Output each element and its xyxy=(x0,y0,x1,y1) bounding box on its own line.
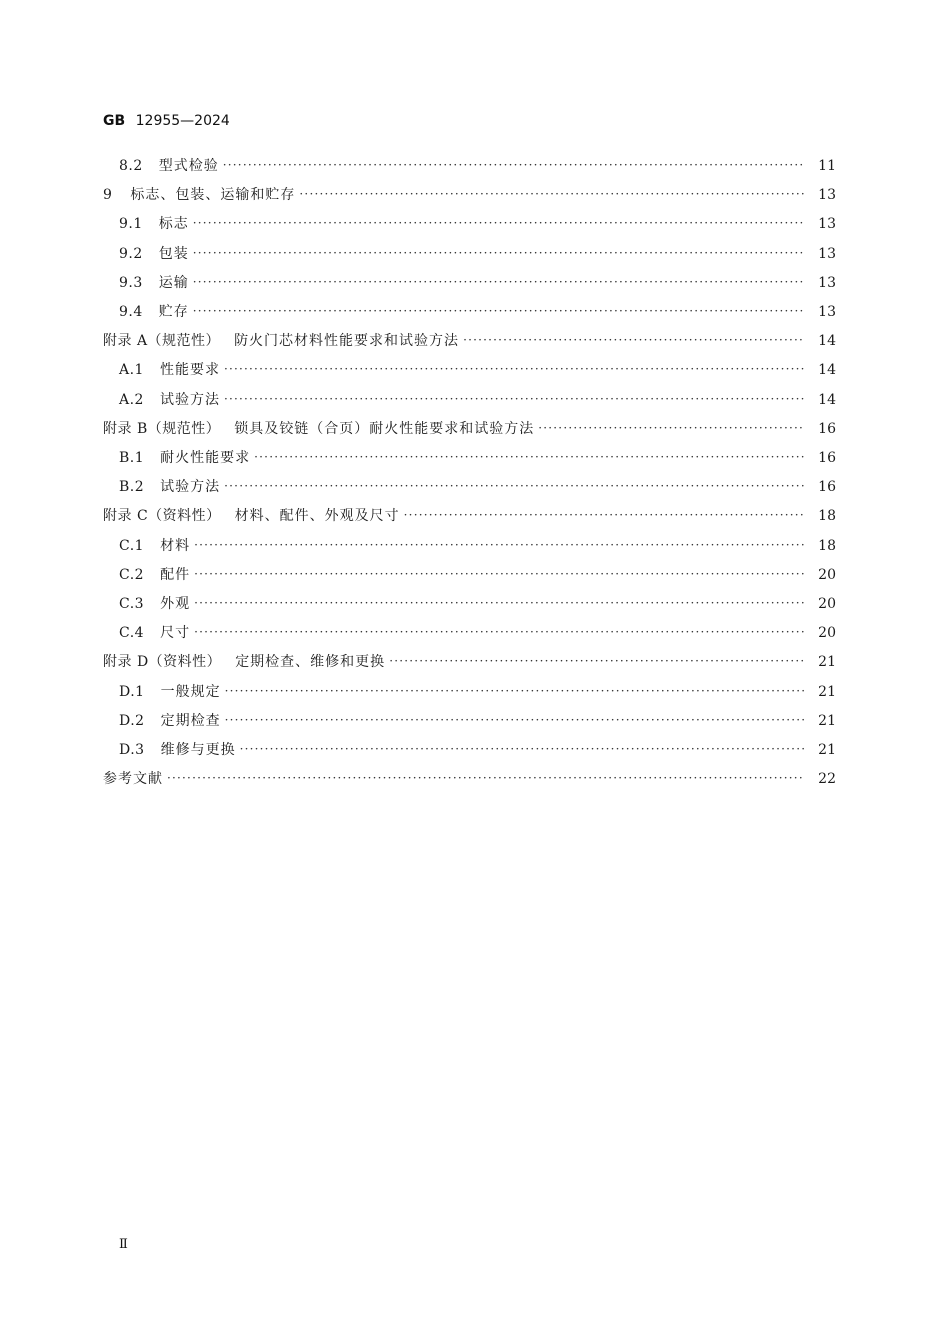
toc-entry-page-number: 21 xyxy=(818,712,836,729)
toc-entry-page-number: 21 xyxy=(818,654,836,671)
toc-entry-page-number: 20 xyxy=(818,566,836,583)
toc-entry-content xyxy=(103,765,808,794)
toc-entry-title: 锁具及铰链（合页）耐火性能要求和试验方法 xyxy=(234,420,535,437)
toc-entry-title: 尺寸 xyxy=(160,625,191,642)
toc-entry-title: 标志 xyxy=(158,216,189,233)
toc-entry[interactable] xyxy=(0,736,950,765)
toc-entry-content xyxy=(119,678,808,707)
toc-entry[interactable] xyxy=(0,210,950,239)
toc-entry-page-number: 21 xyxy=(818,742,836,758)
dot-leader xyxy=(223,151,804,180)
toc-entry[interactable] xyxy=(0,619,950,648)
toc-entry-page-number: 21 xyxy=(818,683,836,700)
toc-entry-number: B.2 xyxy=(119,479,145,496)
toc-entry[interactable] xyxy=(0,444,950,473)
toc-entry-content xyxy=(103,502,808,531)
toc-entry-title: 型式检验 xyxy=(158,158,219,174)
toc-entry-title: 标志、包装、运输和贮存 xyxy=(130,187,296,204)
dot-leader xyxy=(389,647,804,676)
toc-entry[interactable] xyxy=(0,152,950,181)
toc-entry-content xyxy=(119,532,808,561)
toc-entry-number: D.2 xyxy=(119,712,145,729)
toc-entry[interactable] xyxy=(0,765,950,794)
toc-entry[interactable] xyxy=(0,502,950,531)
toc-entry[interactable] xyxy=(0,269,950,298)
toc-entry[interactable] xyxy=(0,707,950,736)
toc-entry-number: 附录 C（资料性） xyxy=(103,508,221,525)
dot-leader xyxy=(299,180,804,209)
dot-leader xyxy=(167,764,804,793)
toc-entry[interactable] xyxy=(0,561,950,590)
toc-entry[interactable] xyxy=(0,590,950,619)
toc-entry-content xyxy=(119,152,808,181)
dot-leader xyxy=(225,706,804,735)
toc-entry-number: 附录 A（规范性） xyxy=(103,333,221,350)
dot-leader xyxy=(224,355,804,384)
dot-leader xyxy=(404,501,804,530)
toc-entry-content xyxy=(119,590,808,619)
dot-leader xyxy=(194,589,804,618)
toc-entry-page-number: 14 xyxy=(818,391,836,408)
dot-leader xyxy=(538,414,804,443)
toc-entry-page-number: 13 xyxy=(818,274,836,291)
toc-entry-page-number: 14 xyxy=(818,333,836,350)
toc-entry-title: 配件 xyxy=(160,566,191,583)
toc-entry-title: 耐火性能要求 xyxy=(160,450,251,466)
toc-entry-page-number: 13 xyxy=(818,187,836,204)
toc-entry-number: 9.1 xyxy=(119,216,143,233)
toc-entry-content xyxy=(119,240,808,269)
toc-entry[interactable] xyxy=(0,532,950,561)
toc-entry[interactable] xyxy=(0,386,950,415)
toc-entry-number: C.4 xyxy=(119,625,145,642)
toc-entry-content xyxy=(103,327,808,356)
toc-entry-content xyxy=(119,269,808,298)
toc-entry-number: B.1 xyxy=(119,450,145,466)
toc-entry-number: 附录 B（规范性） xyxy=(103,420,221,437)
dot-leader xyxy=(240,735,804,764)
toc-entry-page-number: 20 xyxy=(818,596,836,612)
toc-entry-number: D.1 xyxy=(119,683,145,700)
toc-entry-number: 9.3 xyxy=(119,274,143,291)
toc-entry-number: C.2 xyxy=(119,566,145,583)
toc-entry[interactable] xyxy=(0,356,950,385)
dot-leader xyxy=(463,326,804,355)
toc-entry-page-number: 14 xyxy=(818,362,836,379)
dot-leader xyxy=(224,472,804,501)
standard-prefix: GB xyxy=(103,113,126,129)
toc-entry-number: 8.2 xyxy=(119,158,143,174)
toc-entry-page-number: 20 xyxy=(818,625,836,642)
standard-number: 12955—2024 xyxy=(135,113,230,129)
toc-entry-number: A.2 xyxy=(119,391,144,408)
toc-entry[interactable] xyxy=(0,678,950,707)
page-number-footer: Ⅱ xyxy=(119,1237,128,1252)
dot-leader xyxy=(193,268,804,297)
toc-entry-page-number: 13 xyxy=(818,245,836,262)
toc-entry-content xyxy=(103,415,808,444)
toc-entry[interactable] xyxy=(0,473,950,502)
toc-entry-title: 包装 xyxy=(158,245,189,262)
toc-entry-title: 运输 xyxy=(158,274,189,291)
dot-leader xyxy=(225,677,804,706)
toc-entry-title: 材料 xyxy=(160,537,191,554)
toc-entry-title: 材料、配件、外观及尺寸 xyxy=(234,508,400,525)
toc-entry-title: 一般规定 xyxy=(160,683,221,700)
toc-entry-content xyxy=(119,707,808,736)
toc-entry-number: A.1 xyxy=(119,362,144,379)
toc-entry-page-number: 16 xyxy=(818,420,836,437)
toc-entry-content xyxy=(119,444,808,473)
toc-entry-title: 定期检查 xyxy=(160,712,221,729)
toc-entry-content xyxy=(119,619,808,648)
dot-leader xyxy=(194,531,804,560)
dot-leader xyxy=(193,239,804,268)
toc-entry-page-number: 22 xyxy=(818,771,836,788)
toc-entry-page-number: 18 xyxy=(818,508,836,525)
toc-entry-content xyxy=(103,181,808,210)
toc-entry-content xyxy=(119,386,808,415)
toc-entry-number: C.1 xyxy=(119,537,145,554)
toc-entry-page-number: 11 xyxy=(818,158,836,174)
toc-entry-number: 附录 D（资料性） xyxy=(103,654,222,671)
toc-entry-number: 9 xyxy=(103,187,113,204)
toc-entry-number: 9.4 xyxy=(119,304,143,320)
toc-entry-content xyxy=(103,648,808,677)
toc-entry-title: 试验方法 xyxy=(159,391,220,408)
toc-entry-title: 贮存 xyxy=(158,304,189,320)
toc-entry-page-number: 13 xyxy=(818,304,836,320)
toc-entry-content xyxy=(119,736,808,765)
toc-entry-content xyxy=(119,473,808,502)
toc-entry-content xyxy=(119,210,808,239)
dot-leader xyxy=(254,443,804,472)
toc-entry-content xyxy=(119,298,808,327)
dot-leader xyxy=(193,297,804,326)
toc-entry-title: 参考文献 xyxy=(103,771,163,788)
dot-leader xyxy=(194,618,804,647)
toc-entry-title: 定期检查、维修和更换 xyxy=(235,654,386,671)
toc-entry-title: 维修与更换 xyxy=(160,742,236,758)
toc-entry[interactable] xyxy=(0,648,950,677)
toc-entry-page-number: 16 xyxy=(818,479,836,496)
toc-entry[interactable] xyxy=(0,181,950,210)
toc-entry-title: 外观 xyxy=(160,596,191,612)
toc-entry-title: 性能要求 xyxy=(159,362,220,379)
toc-entry-number: C.3 xyxy=(119,596,145,612)
toc-entry-title: 防火门芯材料性能要求和试验方法 xyxy=(234,333,460,350)
dot-leader xyxy=(224,385,804,414)
toc-entry-number: D.3 xyxy=(119,742,145,758)
toc-entry-title: 试验方法 xyxy=(160,479,221,496)
toc-entry-page-number: 18 xyxy=(818,537,836,554)
dot-leader xyxy=(194,560,804,589)
toc-entry-page-number: 13 xyxy=(818,216,836,233)
standard-header xyxy=(103,113,230,129)
toc-entry[interactable] xyxy=(0,298,950,327)
dot-leader xyxy=(193,209,804,238)
toc-entry-content xyxy=(119,356,808,385)
toc-entry-number: 9.2 xyxy=(119,245,143,262)
toc-entry[interactable] xyxy=(0,240,950,269)
toc-entry[interactable] xyxy=(0,415,950,444)
toc-entry-content xyxy=(119,561,808,590)
toc-entry-page-number: 16 xyxy=(818,450,836,466)
toc-entry[interactable] xyxy=(0,327,950,356)
